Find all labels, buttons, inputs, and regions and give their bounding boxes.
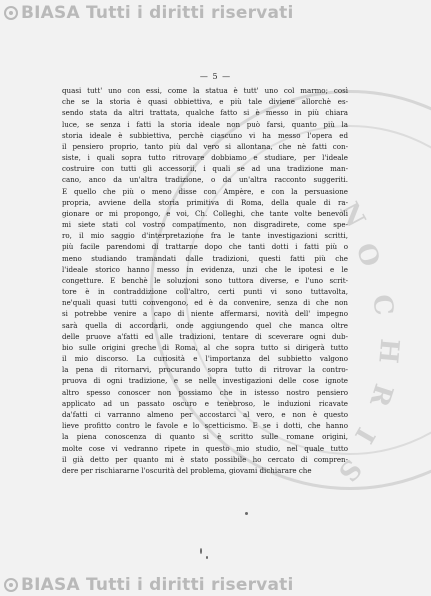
text-line: storia ideale è subbiettiva, perchè ciascuno vi ha messo l'opera ed <box>62 130 348 140</box>
text-line: cano, anco da un'altra tradizione, o da un'altra racconto suggeriti. <box>62 175 348 185</box>
seal-lettering: S <box>331 452 367 488</box>
text-line: molte cose vi vedranno ripete in questo mio studio, nel quale tutto <box>62 443 348 453</box>
text-line: che se la storia è quasi obbiettiva, e più tale diviene allorchè es- <box>62 97 348 107</box>
page-number: — 5 — <box>199 72 232 81</box>
text-line: pruova di ogni tradizione, e se nelle investigazioni delle cose ignote <box>62 376 348 386</box>
text-line: siste, i quali sopra tutto ritrovare dobbiamo e studiare, per l'ideale <box>62 153 348 163</box>
text-line: propria, avviene della storia primitiva di Roma, della quale di ra- <box>62 197 348 207</box>
text-line: altro spesso conoscer non possiamo che in istesso nostro pensiero <box>62 387 348 397</box>
ink-speck <box>206 556 208 559</box>
text-line: la piena conoscenza di quanto si è scritto sulle romane origini, <box>62 432 348 442</box>
seal-lettering: N <box>333 197 371 233</box>
watermark-bottom <box>4 575 294 595</box>
text-line: sendo stata da altri trattata, qualche fatto si è messo in più chiara <box>62 108 348 118</box>
text-line: tore è in contraddizione coll'altro, certi punti vi sono tuttavolta, <box>62 287 348 297</box>
watermark-top <box>4 3 294 23</box>
text-line: bio sulle origini greche di Roma, al che sopra tutto si dirigerà tutto <box>62 342 348 352</box>
biasa-logo-icon <box>4 578 18 592</box>
text-line: mi siete stati col vostro compatimento, non disgradirete, come spe- <box>62 220 348 230</box>
body-text <box>62 85 348 476</box>
biasa-logo-icon <box>4 6 18 20</box>
seal-lettering: I <box>348 422 381 448</box>
text-line: ro, il mio saggio d'interpretazione fra le tante investigazioni scritti, <box>62 231 348 241</box>
text-line: più facile parendomi di trattarne dopo che tanti dotti i fatti più o <box>62 242 348 252</box>
text-line: sarà quella di accordarli, onde aggiungendo quel che manca oltre <box>62 320 348 330</box>
text-line: dere per rischiararne l'oscurità del problema, giovami dichiarare che <box>62 465 312 475</box>
seal-lettering: R <box>363 380 399 410</box>
text-line: congetture. E benchè le soluzioni sono tuttora diverse, e l'uno scrit- <box>62 275 348 285</box>
watermark-top-text: BIASA Tutti i diritti riservati <box>21 3 294 23</box>
text-line: ne'quali quasi tutti convengono, ed è da convenire, senza di che non <box>62 298 348 308</box>
text-line: quasi tutt' uno con essi, come la statua è tutt' uno col marmo; così <box>62 86 348 95</box>
text-line: il mio discorso. La curiosità e l'importanza del subbietto valgono <box>62 354 348 364</box>
text-line: costruire con tutti gli accessorii, i quali se ad una tradizione man- <box>62 164 348 174</box>
text-line: meno studiando tramandati dalle tradizioni, questi fatti più che <box>62 253 348 263</box>
watermark-bottom-text: BIASA Tutti i diritti riservati <box>21 575 294 595</box>
text-line: E quello che più o meno disse con Ampère, e con la persuasione <box>62 186 348 196</box>
text-line: la pena di ritornarvi, procurando sopra tutto di ritrovar la contro- <box>62 365 348 375</box>
ink-speck <box>245 512 248 515</box>
text-line: l'ideale storico hanno messo in evidenza, unzi che le ipotesi e le <box>62 264 348 274</box>
seal-lettering: H <box>372 337 405 365</box>
text-line: si potrebbe venire a capo di niente affermarsi, novità dell' impegno <box>62 309 348 319</box>
text-line: il pensiero proprio, tanto più dal vero si allontana, che nè fatti con- <box>62 141 348 151</box>
seal-lettering: O <box>349 239 386 271</box>
text-line: lieve profitto contro le favole e lo scetticismo. E se i dotti, che hanno <box>62 421 348 431</box>
text-line: luce, se senza i fatti la storia ideale non può farsi, quanto più la <box>62 119 348 129</box>
text-line: delle pruove a'fatti ed alle tradizioni, tentare di sceverare ogni dub- <box>62 331 348 341</box>
ink-speck <box>200 548 202 554</box>
text-line: da'fatti ci varranno almeno per accostarci al vero, e non è questo <box>62 409 348 419</box>
text-line: applicato ad un passato oscuro e tenebroso, le induzioni ricavate <box>62 398 348 408</box>
text-line: gionare or mi propongo, e voi, Ch. Colleghi, che tante volte benevoli <box>62 208 348 218</box>
text-line: il già detto per quanto mi è stato possibile ho cercato di compren- <box>62 454 348 464</box>
seal-lettering: C <box>366 293 399 317</box>
